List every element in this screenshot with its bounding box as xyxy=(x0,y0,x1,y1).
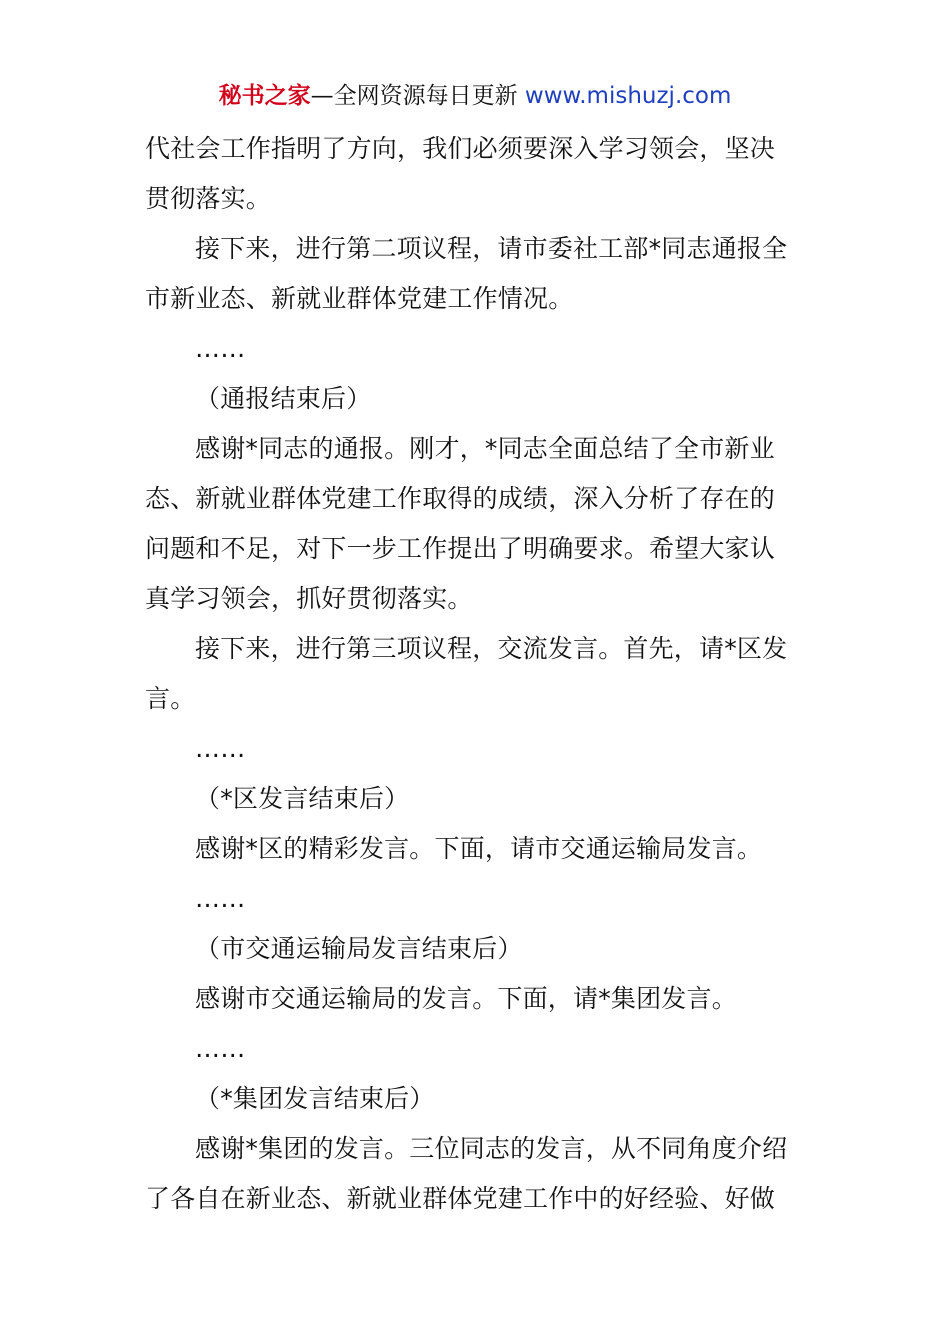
ellipsis-line: …… xyxy=(195,1034,246,1063)
text-line: 市新业态、新就业群体党建工作情况。 xyxy=(145,284,574,313)
ellipsis-line: …… xyxy=(195,734,246,763)
header-tagline: —全网资源每日更新 xyxy=(310,83,525,109)
stage-direction: （市交通运输局发言结束后） xyxy=(195,934,523,963)
site-url[interactable]: www.mishuzj.com xyxy=(524,83,732,109)
stage-direction: （通报结束后） xyxy=(195,384,372,413)
text-line: 感谢*区的精彩发言。下面，请市交通运输局发言。 xyxy=(195,834,763,863)
text-line: 代社会工作指明了方向，我们必须要深入学习领会，坚决 xyxy=(145,134,776,163)
stage-direction: （*区发言结束后） xyxy=(195,784,410,813)
text-line: 贯彻落实。 xyxy=(145,184,272,213)
text-line: 感谢*集团的发言。三位同志的发言，从不同角度介绍 xyxy=(195,1134,788,1163)
ellipsis-line: …… xyxy=(195,884,246,913)
text-line: 问题和不足，对下一步工作提出了明确要求。希望大家认 xyxy=(145,534,776,563)
text-line: 接下来，进行第三项议程，交流发言。首先，请*区发 xyxy=(195,634,788,663)
text-line: 言。 xyxy=(145,684,196,713)
text-line: 了各自在新业态、新就业群体党建工作中的好经验、好做 xyxy=(145,1184,776,1213)
text-line: 真学习领会，抓好贯彻落实。 xyxy=(145,584,473,613)
text-line: 感谢*同志的通报。刚才，*同志全面总结了全市新业 xyxy=(195,434,775,463)
text-line: 态、新就业群体党建工作取得的成绩，深入分析了存在的 xyxy=(145,484,776,513)
ellipsis-line: …… xyxy=(195,334,246,363)
text-line: 感谢市交通运输局的发言。下面，请*集团发言。 xyxy=(195,984,737,1013)
stage-direction: （*集团发言结束后） xyxy=(195,1084,435,1113)
document-body xyxy=(145,124,810,1224)
page-header xyxy=(0,80,950,112)
text-line: 接下来，进行第二项议程，请市委社工部*同志通报全 xyxy=(195,234,788,263)
brand-name: 秘书之家 xyxy=(218,83,311,109)
